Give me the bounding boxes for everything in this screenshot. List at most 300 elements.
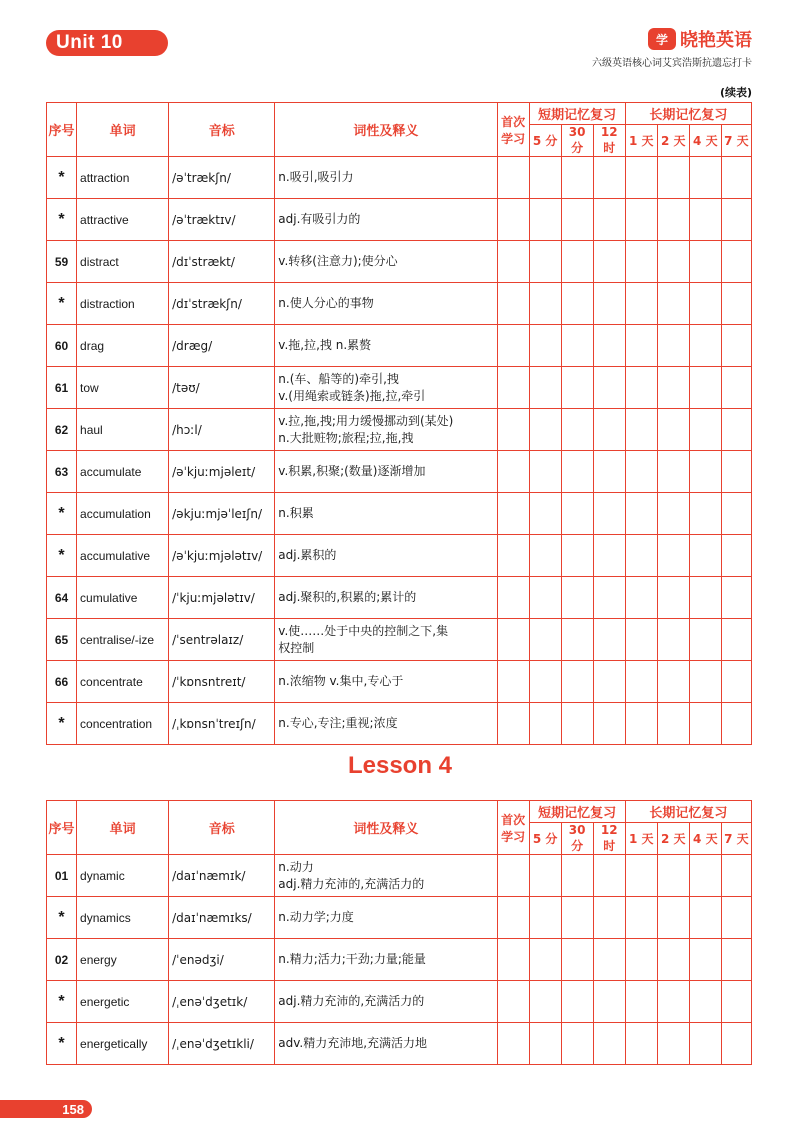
checkbox-cell[interactable] [625, 981, 657, 1023]
row-phonetic: /ˌkɒnsnˈtreɪʃn/ [169, 703, 275, 745]
checkbox-cell[interactable] [529, 409, 561, 451]
checkbox-cell[interactable] [529, 157, 561, 199]
row-number: * [47, 157, 77, 199]
checkbox-cell[interactable] [721, 283, 751, 325]
table-row [47, 661, 752, 703]
row-phonetic: /əkjuːmjəˈleɪʃn/ [169, 493, 275, 535]
checkbox-cell[interactable] [561, 703, 593, 745]
checkbox-cell[interactable] [657, 241, 689, 283]
checkbox-cell[interactable] [529, 451, 561, 493]
checkbox-cell[interactable] [657, 939, 689, 981]
checkbox-cell[interactable] [625, 897, 657, 939]
row-word: distraction [77, 283, 169, 325]
row-number: 02 [47, 939, 77, 981]
checkbox-cell[interactable] [497, 855, 529, 897]
checkbox-cell[interactable] [625, 535, 657, 577]
checkbox-cell[interactable] [497, 241, 529, 283]
definition-line: adj.精力充沛的,充满活力的 [278, 994, 425, 1009]
row-word: cumulative [77, 577, 169, 619]
checkbox-cell[interactable] [657, 199, 689, 241]
checkbox-cell[interactable] [625, 1023, 657, 1065]
checkbox-cell[interactable] [561, 409, 593, 451]
checkbox-cell[interactable] [625, 157, 657, 199]
header-slot-7day: 7 天 [721, 823, 751, 855]
row-word: concentrate [77, 661, 169, 703]
checkbox-cell[interactable] [497, 619, 529, 661]
checkbox-cell[interactable] [593, 199, 625, 241]
row-word: energy [77, 939, 169, 981]
checkbox-cell[interactable] [721, 325, 751, 367]
checkbox-cell[interactable] [593, 897, 625, 939]
checkbox-cell[interactable] [593, 325, 625, 367]
checkbox-cell[interactable] [689, 367, 721, 409]
row-definition [275, 283, 497, 325]
checkbox-cell[interactable] [593, 981, 625, 1023]
table-row [47, 367, 752, 409]
header-slot-2day: 2 天 [657, 823, 689, 855]
checkbox-cell[interactable] [529, 199, 561, 241]
checkbox-cell[interactable] [689, 897, 721, 939]
definition-line: v.拉,拖,拽;用力缓慢挪动到(某处) [278, 414, 454, 429]
checkbox-cell[interactable] [561, 367, 593, 409]
checkbox-cell[interactable] [721, 981, 751, 1023]
row-number: 60 [47, 325, 77, 367]
checkbox-cell[interactable] [497, 493, 529, 535]
definition-line: adj.有吸引力的 [278, 212, 361, 227]
checkbox-cell[interactable] [657, 157, 689, 199]
row-word: concentration [77, 703, 169, 745]
row-word: energetic [77, 981, 169, 1023]
checkbox-cell[interactable] [497, 157, 529, 199]
header-slot-30min: 30 分 [561, 125, 593, 157]
page-number: 158 [0, 1100, 92, 1118]
row-definition [275, 661, 497, 703]
header-word: 单词 [77, 801, 169, 855]
checkbox-cell[interactable] [529, 981, 561, 1023]
checkbox-cell[interactable] [689, 619, 721, 661]
checkbox-cell[interactable] [593, 1023, 625, 1065]
checkbox-cell[interactable] [593, 855, 625, 897]
header-short-term: 短期记忆复习 [529, 103, 625, 125]
row-phonetic: /hɔːl/ [169, 409, 275, 451]
table-row [47, 409, 752, 451]
checkbox-cell[interactable] [625, 493, 657, 535]
table-row [47, 493, 752, 535]
row-definition [275, 199, 497, 241]
row-number: * [47, 1023, 77, 1065]
checkbox-cell[interactable] [657, 451, 689, 493]
table-row [47, 981, 752, 1023]
definition-line: n.精力;活力;干劲;力量;能量 [278, 952, 426, 967]
checkbox-cell[interactable] [561, 1023, 593, 1065]
checkbox-cell[interactable] [561, 283, 593, 325]
header-phonetic: 音标 [169, 103, 275, 157]
table-row [47, 241, 752, 283]
header-slot-30min: 30 分 [561, 823, 593, 855]
row-definition [275, 451, 497, 493]
header-first-study: 首次学习 [497, 801, 529, 855]
checkbox-cell[interactable] [721, 661, 751, 703]
checkbox-cell[interactable] [721, 493, 751, 535]
definition-line: v.使……处于中央的控制之下,集 [278, 624, 449, 639]
checkbox-cell[interactable] [497, 535, 529, 577]
row-word: dynamic [77, 855, 169, 897]
checkbox-cell[interactable] [721, 939, 751, 981]
checkbox-cell[interactable] [689, 855, 721, 897]
row-definition [275, 703, 497, 745]
checkbox-cell[interactable] [497, 451, 529, 493]
checkbox-cell[interactable] [593, 619, 625, 661]
checkbox-cell[interactable] [721, 619, 751, 661]
checkbox-cell[interactable] [689, 325, 721, 367]
table-row [47, 855, 752, 897]
definition-line: n.浓缩物 v.集中,专心于 [278, 674, 404, 689]
checkbox-cell[interactable] [497, 981, 529, 1023]
checkbox-cell[interactable] [657, 409, 689, 451]
checkbox-cell[interactable] [497, 939, 529, 981]
row-phonetic: /dræg/ [169, 325, 275, 367]
checkbox-cell[interactable] [689, 535, 721, 577]
checkbox-cell[interactable] [689, 577, 721, 619]
definition-line: adj.精力充沛的,充满活力的 [278, 876, 425, 891]
definition-line: adv.精力充沛地,充满活力地 [278, 1036, 428, 1051]
checkbox-cell[interactable] [561, 619, 593, 661]
row-word: accumulate [77, 451, 169, 493]
row-phonetic: /ˈenədʒi/ [169, 939, 275, 981]
checkbox-cell[interactable] [625, 325, 657, 367]
table-row [47, 283, 752, 325]
checkbox-cell[interactable] [529, 577, 561, 619]
table-row [47, 703, 752, 745]
definition-line: n.专心,专注;重视;浓度 [278, 716, 398, 731]
header-no: 序号 [47, 103, 77, 157]
row-definition [275, 157, 497, 199]
checkbox-cell[interactable] [593, 493, 625, 535]
checkbox-cell[interactable] [657, 1023, 689, 1065]
checkbox-cell[interactable] [593, 367, 625, 409]
vocab-table-lesson4 [46, 800, 752, 1065]
row-word: tow [77, 367, 169, 409]
checkbox-cell[interactable] [689, 493, 721, 535]
header-no: 序号 [47, 801, 77, 855]
row-definition [275, 325, 497, 367]
row-phonetic: /daɪˈnæmɪk/ [169, 855, 275, 897]
checkbox-cell[interactable] [497, 367, 529, 409]
definition-line: n.(车、船等的)牵引,拽 [278, 372, 399, 387]
row-word: energetically [77, 1023, 169, 1065]
checkbox-cell[interactable] [593, 283, 625, 325]
row-number: 63 [47, 451, 77, 493]
checkbox-cell[interactable] [689, 981, 721, 1023]
row-word: centralise/-ize [77, 619, 169, 661]
row-definition [275, 493, 497, 535]
continued-label: (续表) [719, 86, 752, 99]
brand-subtitle: 六级英语核心词艾宾浩斯抗遗忘打卡 [592, 58, 752, 69]
row-number: 59 [47, 241, 77, 283]
checkbox-cell[interactable] [689, 283, 721, 325]
checkbox-cell[interactable] [721, 535, 751, 577]
row-number: * [47, 283, 77, 325]
checkbox-cell[interactable] [561, 897, 593, 939]
row-word: accumulative [77, 535, 169, 577]
checkbox-cell[interactable] [529, 897, 561, 939]
checkbox-cell[interactable] [721, 157, 751, 199]
checkbox-cell[interactable] [497, 409, 529, 451]
definition-line: adj.累积的 [278, 548, 337, 563]
checkbox-cell[interactable] [497, 703, 529, 745]
header-slot-1day: 1 天 [625, 125, 657, 157]
checkbox-cell[interactable] [689, 703, 721, 745]
checkbox-cell[interactable] [529, 535, 561, 577]
row-phonetic: /əˈtrækʃn/ [169, 157, 275, 199]
checkbox-cell[interactable] [529, 855, 561, 897]
checkbox-cell[interactable] [657, 703, 689, 745]
row-number: * [47, 981, 77, 1023]
row-phonetic: /ˈkɒnsntreɪt/ [169, 661, 275, 703]
checkbox-cell[interactable] [689, 241, 721, 283]
checkbox-cell[interactable] [625, 283, 657, 325]
checkbox-cell[interactable] [497, 325, 529, 367]
unit-badge: Unit 10 [46, 30, 168, 56]
checkbox-cell[interactable] [657, 493, 689, 535]
checkbox-cell[interactable] [689, 451, 721, 493]
header-slot-2day: 2 天 [657, 125, 689, 157]
checkbox-cell[interactable] [561, 157, 593, 199]
row-phonetic: /təʊ/ [169, 367, 275, 409]
row-definition [275, 1023, 497, 1065]
checkbox-cell[interactable] [625, 241, 657, 283]
checkbox-cell[interactable] [497, 661, 529, 703]
row-phonetic: /dɪˈstrækt/ [169, 241, 275, 283]
definition-line: v.积累,积聚;(数量)逐渐增加 [278, 464, 426, 479]
checkbox-cell[interactable] [529, 367, 561, 409]
definition-line: 权控制 [278, 640, 315, 655]
definition-line: n.动力 [278, 860, 314, 875]
checkbox-cell[interactable] [721, 1023, 751, 1065]
checkbox-cell[interactable] [529, 241, 561, 283]
row-definition [275, 939, 497, 981]
checkbox-cell[interactable] [561, 493, 593, 535]
checkbox-cell[interactable] [529, 939, 561, 981]
row-phonetic: /ˈsentrəlaɪz/ [169, 619, 275, 661]
row-phonetic: /əˈkjuːmjəleɪt/ [169, 451, 275, 493]
row-number: 61 [47, 367, 77, 409]
checkbox-cell[interactable] [721, 703, 751, 745]
table-row [47, 897, 752, 939]
checkbox-cell[interactable] [689, 939, 721, 981]
brand-name: 晓艳英语 [680, 30, 752, 51]
checkbox-cell[interactable] [689, 199, 721, 241]
checkbox-cell[interactable] [497, 897, 529, 939]
row-phonetic: /ˌenəˈdʒetɪkli/ [169, 1023, 275, 1065]
checkbox-cell[interactable] [625, 409, 657, 451]
checkbox-cell[interactable] [561, 981, 593, 1023]
checkbox-cell[interactable] [561, 451, 593, 493]
checkbox-cell[interactable] [657, 577, 689, 619]
row-word: drag [77, 325, 169, 367]
row-phonetic: /daɪˈnæmɪks/ [169, 897, 275, 939]
checkbox-cell[interactable] [657, 897, 689, 939]
checkbox-cell[interactable] [721, 241, 751, 283]
row-number: * [47, 703, 77, 745]
row-phonetic: /ˌenəˈdʒetɪk/ [169, 981, 275, 1023]
row-phonetic: /ˈkjuːmjələtɪv/ [169, 577, 275, 619]
row-word: haul [77, 409, 169, 451]
row-number: 66 [47, 661, 77, 703]
row-definition [275, 577, 497, 619]
table-row [47, 619, 752, 661]
checkbox-cell[interactable] [529, 1023, 561, 1065]
definition-line: v.(用绳索或链条)拖,拉,牵引 [278, 388, 426, 403]
checkbox-cell[interactable] [625, 855, 657, 897]
row-definition [275, 535, 497, 577]
checkbox-cell[interactable] [721, 409, 751, 451]
header-first-study: 首次学习 [497, 103, 529, 157]
checkbox-cell[interactable] [657, 283, 689, 325]
checkbox-cell[interactable] [529, 661, 561, 703]
table-row [47, 325, 752, 367]
row-number: * [47, 535, 77, 577]
row-number: 01 [47, 855, 77, 897]
checkbox-cell[interactable] [529, 493, 561, 535]
table-row [47, 157, 752, 199]
row-phonetic: /dɪˈstrækʃn/ [169, 283, 275, 325]
row-definition [275, 897, 497, 939]
checkbox-cell[interactable] [625, 939, 657, 981]
checkbox-cell[interactable] [657, 855, 689, 897]
table-row [47, 451, 752, 493]
checkbox-cell[interactable] [529, 283, 561, 325]
header-slot-7day: 7 天 [721, 125, 751, 157]
checkbox-cell[interactable] [561, 241, 593, 283]
checkbox-cell[interactable] [561, 535, 593, 577]
header-long-term: 长期记忆复习 [625, 103, 751, 125]
checkbox-cell[interactable] [593, 661, 625, 703]
header-word: 单词 [77, 103, 169, 157]
header-phonetic: 音标 [169, 801, 275, 855]
checkbox-cell[interactable] [657, 535, 689, 577]
checkbox-cell[interactable] [593, 535, 625, 577]
row-word: attractive [77, 199, 169, 241]
vocab-table-unit10 [46, 102, 752, 745]
checkbox-cell[interactable] [497, 283, 529, 325]
checkbox-cell[interactable] [721, 577, 751, 619]
checkbox-cell[interactable] [625, 451, 657, 493]
row-phonetic: /əˈkjuːmjələtɪv/ [169, 535, 275, 577]
checkbox-cell[interactable] [529, 325, 561, 367]
header-short-term: 短期记忆复习 [529, 801, 625, 823]
definition-line: n.大批赃物;旅程;拉,拖,拽 [278, 430, 414, 445]
brand-logo-icon: 学 [648, 28, 676, 50]
definition-line: n.使人分心的事物 [278, 296, 374, 311]
definition-line: v.转移(注意力);使分心 [278, 254, 398, 269]
checkbox-cell[interactable] [721, 199, 751, 241]
checkbox-cell[interactable] [593, 703, 625, 745]
definition-line: n.积累 [278, 506, 314, 521]
row-word: attraction [77, 157, 169, 199]
checkbox-cell[interactable] [625, 661, 657, 703]
checkbox-cell[interactable] [625, 199, 657, 241]
row-number: * [47, 199, 77, 241]
checkbox-cell[interactable] [657, 619, 689, 661]
definition-line: n.吸引,吸引力 [278, 170, 354, 185]
table-row [47, 577, 752, 619]
checkbox-cell[interactable] [593, 939, 625, 981]
table-row [47, 535, 752, 577]
checkbox-cell[interactable] [593, 577, 625, 619]
checkbox-cell[interactable] [721, 855, 751, 897]
checkbox-cell[interactable] [657, 367, 689, 409]
checkbox-cell[interactable] [721, 897, 751, 939]
checkbox-cell[interactable] [721, 451, 751, 493]
header-slot-12h: 12 时 [593, 125, 625, 157]
table-row [47, 939, 752, 981]
checkbox-cell[interactable] [625, 703, 657, 745]
checkbox-cell[interactable] [689, 1023, 721, 1065]
checkbox-cell[interactable] [529, 619, 561, 661]
checkbox-cell[interactable] [593, 241, 625, 283]
checkbox-cell[interactable] [689, 157, 721, 199]
row-word: accumulation [77, 493, 169, 535]
row-phonetic: /əˈtræktɪv/ [169, 199, 275, 241]
row-definition [275, 409, 497, 451]
checkbox-cell[interactable] [561, 577, 593, 619]
checkbox-cell[interactable] [657, 981, 689, 1023]
row-number: 65 [47, 619, 77, 661]
header-slot-5min: 5 分 [529, 823, 561, 855]
checkbox-cell[interactable] [689, 409, 721, 451]
header-slot-4day: 4 天 [689, 125, 721, 157]
row-definition [275, 367, 497, 409]
checkbox-cell[interactable] [497, 577, 529, 619]
checkbox-cell[interactable] [625, 367, 657, 409]
checkbox-cell[interactable] [625, 577, 657, 619]
row-definition [275, 241, 497, 283]
checkbox-cell[interactable] [657, 325, 689, 367]
checkbox-cell[interactable] [561, 661, 593, 703]
checkbox-cell[interactable] [657, 661, 689, 703]
header-slot-5min: 5 分 [529, 125, 561, 157]
row-number: 62 [47, 409, 77, 451]
row-word: distract [77, 241, 169, 283]
table-row [47, 1023, 752, 1065]
checkbox-cell[interactable] [561, 199, 593, 241]
checkbox-cell[interactable] [689, 661, 721, 703]
checkbox-cell[interactable] [561, 855, 593, 897]
checkbox-cell[interactable] [529, 703, 561, 745]
table-row [47, 199, 752, 241]
checkbox-cell[interactable] [561, 939, 593, 981]
row-number: * [47, 897, 77, 939]
checkbox-cell[interactable] [625, 619, 657, 661]
row-definition [275, 981, 497, 1023]
header-slot-1day: 1 天 [625, 823, 657, 855]
row-definition [275, 619, 497, 661]
definition-line: v.拖,拉,拽 n.累赘 [278, 338, 372, 353]
header-long-term: 长期记忆复习 [625, 801, 751, 823]
checkbox-cell[interactable] [721, 367, 751, 409]
checkbox-cell[interactable] [561, 325, 593, 367]
checkbox-cell[interactable] [497, 1023, 529, 1065]
checkbox-cell[interactable] [593, 157, 625, 199]
header-slot-4day: 4 天 [689, 823, 721, 855]
brand [648, 26, 752, 52]
row-definition [275, 855, 497, 897]
checkbox-cell[interactable] [497, 199, 529, 241]
header-slot-12h: 12 时 [593, 823, 625, 855]
checkbox-cell[interactable] [593, 409, 625, 451]
checkbox-cell[interactable] [593, 451, 625, 493]
